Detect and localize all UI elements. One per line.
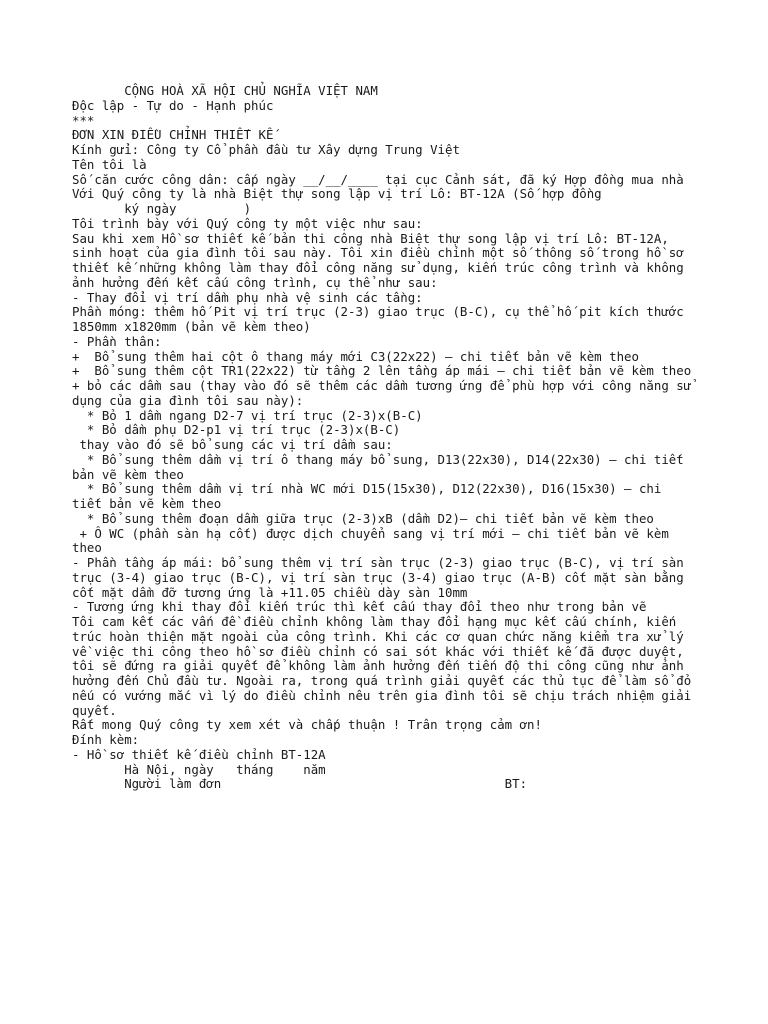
date-line: Hà Nội, ngày tháng năm xyxy=(72,761,326,777)
document-title: ĐƠN XIN ĐIỀU CHỈNH THIẾT KẾ xyxy=(72,127,274,143)
body-line: nếu có vướng mắc vì lý do điều chỉnh nêu trên gia đình tôi sẽ chịu trách nhiệm giải xyxy=(72,687,692,703)
body-line: Phần móng: thêm hố Pit vị trí trục (2-3) giao trục (B-C), cụ thể hố pit kích thước xyxy=(72,304,684,320)
body-line: * Bổ sung thêm đoạn dầm giữa trục (2-3)xB (dầm D2)– chi tiết bản vẽ kèm theo xyxy=(72,510,654,526)
body-line: tôi sẽ đứng ra giải quyết để không làm ảnh hưởng đến tiến độ thi công cũng như ảnh xyxy=(72,658,684,674)
recipient-line: Kính gửi: Công ty Cổ phần đầu tư Xây dựng Trung Việt xyxy=(72,142,460,157)
body-line: Tôi trình bày với Quý công ty một việc như sau: xyxy=(72,215,423,231)
body-line: Tên tôi là xyxy=(72,156,147,172)
body-line: * Bổ sung thêm dầm vị trí ô thang máy bổ sung, D13(22x30), D14(22x30) – chi tiết xyxy=(72,451,684,467)
body-line: - Thay đổi vị trí dầm phụ nhà vệ sinh các tầng: xyxy=(72,289,423,305)
body-line: * Bỏ 1 dầm ngang D2-7 vị trí trục (2-3)x(B-C) xyxy=(72,407,423,423)
national-motto: Độc lập - Tự do - Hạnh phúc xyxy=(72,97,274,113)
body-line: + bỏ các dầm sau (thay vào đó sẽ thêm các dầm tương ứng để phù hợp với công năng sử xyxy=(72,378,692,393)
body-line: hưởng đến Chủ đầu tư. Ngoài ra, trong quá trình giải quyết các thủ tục để làm sổ đỏ xyxy=(72,673,692,688)
body-line: Với Quý công ty là nhà Biệt thự song lập vị trí Lô: BT-12A (Số hợp đồng xyxy=(72,186,602,202)
body-line: Tôi cam kết các vấn đề điều chỉnh không làm thay đổi hạng mục kết cấu chính, kiến xyxy=(72,614,677,629)
body-line: quyết. xyxy=(72,702,117,718)
closing-line: Rất mong Quý công ty xem xét và chấp thuận ! Trân trọng cảm ơn! xyxy=(72,717,542,733)
body-line: - Phần thân: xyxy=(72,333,162,349)
national-title: CỘNG HOÀ XÃ HỘI CHỦ NGHĨA VIỆT NAM xyxy=(72,83,378,98)
body-line: tiết bản vẽ kèm theo xyxy=(72,496,222,511)
body-line: Sau khi xem Hồ sơ thiết kế bản thi công nhà Biệt thự song lập vị trí Lô: BT-12A, xyxy=(72,230,669,246)
body-line: bản vẽ kèm theo xyxy=(72,466,184,482)
body-line: thiết kế những không làm thay đổi công năng sử dụng, kiến trúc công trình và không xyxy=(72,260,684,275)
attachment-heading: Đính kèm: xyxy=(72,732,140,747)
body-line: trục (3-4) giao trục (B-C), vị trí sàn trục (3-4) giao trục (A-B) cốt mặt sàn bằng xyxy=(72,569,684,585)
body-line: 1850mm x1820mm (bản vẽ kèm theo) xyxy=(72,319,311,334)
body-line: trúc hoàn thiện mặt ngoài của công trình. Khi các cơ quan chức năng kiểm tra xử lý xyxy=(72,628,684,644)
body-line: cốt mặt dầm đỡ tương ứng là +11.05 chiều dày sàn 10mm xyxy=(72,584,468,600)
body-line: sinh hoạt của gia đình tôi sau này. Tôi xin điều chỉnh một số thông số trong hồ sơ xyxy=(72,245,684,261)
body-line: thay vào đó sẽ bổ sung các vị trí dầm sau: xyxy=(72,437,393,452)
body-line: ký ngày ) xyxy=(72,201,252,216)
body-line: theo xyxy=(72,540,102,556)
attachment-item: - Hồ sơ thiết kế điều chỉnh BT-12A xyxy=(72,746,326,762)
body-line: - Phần tầng áp mái: bổ sung thêm vị trí sàn trục (2-3) giao trục (B-C), vị trí sàn xyxy=(72,555,684,570)
body-line: + Ô WC (phần sàn hạ cốt) được dịch chuyển sang vị trí mới – chi tiết bản vẽ kèm xyxy=(72,525,669,541)
body-line: về việc thi công theo hồ sơ điều chỉnh có sai sót khác với thiết kế đã được duyệt, xyxy=(72,643,684,659)
separator-stars: *** xyxy=(72,112,95,128)
body-line: dụng của gia đình tôi sau này): xyxy=(72,392,304,408)
body-line: + Bổ sung thêm hai cột ô thang máy mới C3(22x22) – chi tiết bản vẽ kèm theo xyxy=(72,348,639,364)
body-line: ảnh hưởng đến kết cấu công trình, cụ thể như sau: xyxy=(72,274,438,290)
body-line: Số căn cước công dân: cấp ngày __/__/____ tại cục Cảnh sát, đã ký Hợp đồng mua nhà xyxy=(72,171,684,187)
body-line: * Bỏ dầm phụ D2-p1 vị trí trục (2-3)x(B-C) xyxy=(72,422,401,438)
body-line: + Bổ sung thêm cột TR1(22x22) từ tầng 2 lên tầng áp mái – chi tiết bản vẽ kèm theo xyxy=(72,363,692,379)
body-line: - Tương ứng khi thay đổi kiến trúc thì kết cấu thay đổi theo như trong bản vẽ xyxy=(72,599,647,615)
body-line: * Bổ sung thêm dầm vị trí nhà WC mới D15(15x30), D12(22x30), D16(15x30) – chi xyxy=(72,481,662,497)
signature-line: Người làm đơn BT: xyxy=(72,776,528,792)
